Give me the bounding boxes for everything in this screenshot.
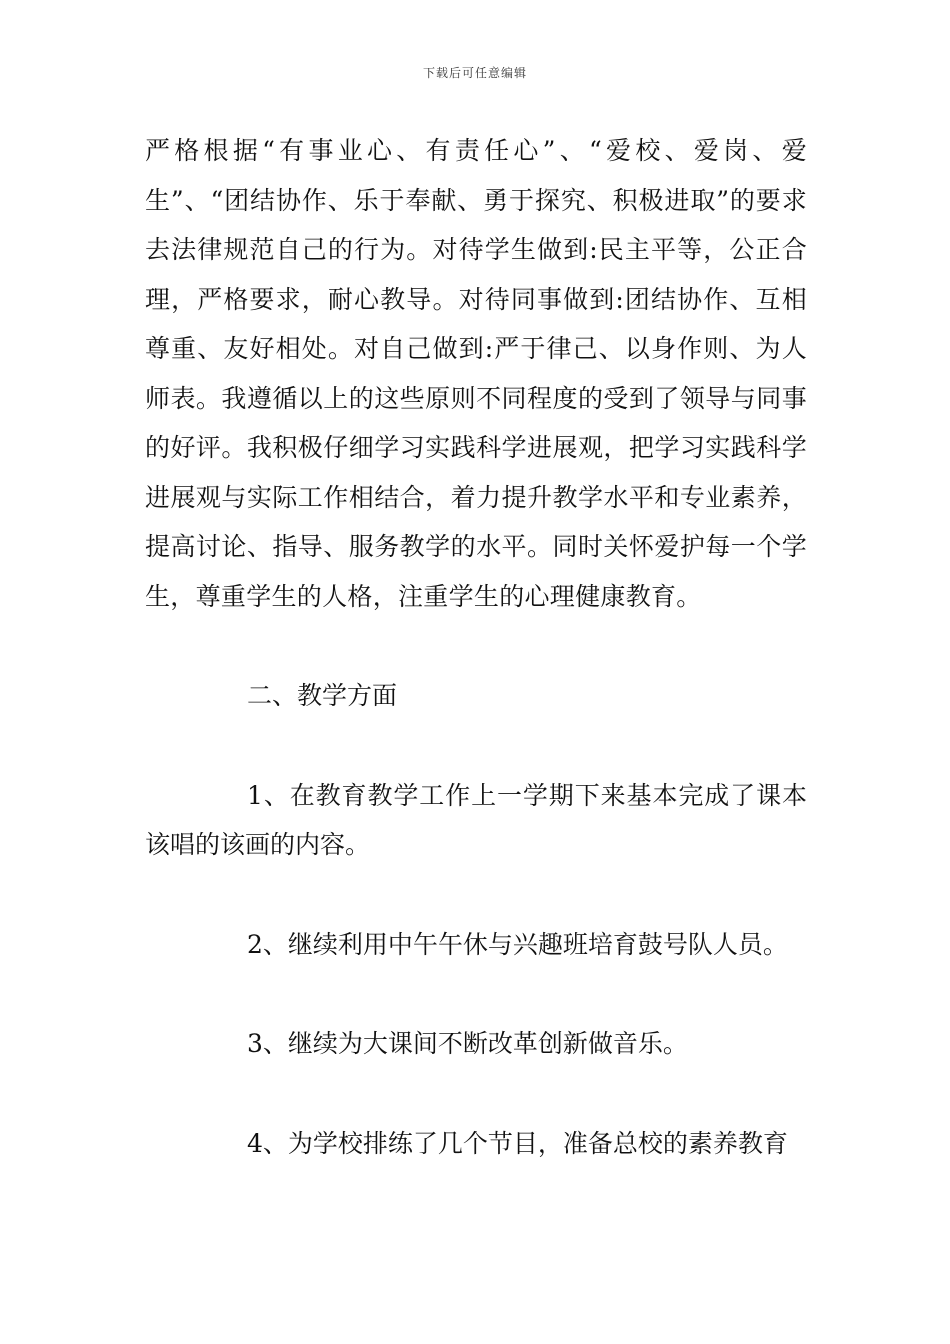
list-item: 3、继续为大课间不断改革创新做音乐。 [247,1029,688,1058]
document-body [145,126,807,1168]
section-heading: 二、教学方面 [247,681,398,710]
page-header: 下载后可任意编辑 [422,66,527,80]
list-item: 2、继续利用中午午休与兴趣班培育鼓号队人员。 [247,929,788,959]
intro-paragraph: 严格根据“有事业心、有责任心”、“爱校、爱岗、爱生”、“团结协作、乐于奉献、勇于探究、积极进取”的要求去法律规范自己的行为。对待学生做到:民主平等，公正合理，严格要求，耐心教导。对待同事做到:团结协作、互相尊重、友好相处。对自己做到:严于律己、以身作则、为人师表。我遵循以上的这些原则不同程度的受到了领导与同事的好评。我积极仔细学习实践科学进展观，把学习实践科学进展观与实际工作相结合，着力提升教学水平和专业素养，提高讨论、指导、服务教学的水平。同时关怀爱护每一个学生，尊重学生的人格，注重学生的心理健康教育。 [145,136,807,611]
list-item: 4、为学校排练了几个节目，准备总校的素养教育 [247,1128,788,1158]
list-item: 1、在教育教学工作上一学期下来基本完成了课本该唱的该画的内容。 [145,780,807,859]
